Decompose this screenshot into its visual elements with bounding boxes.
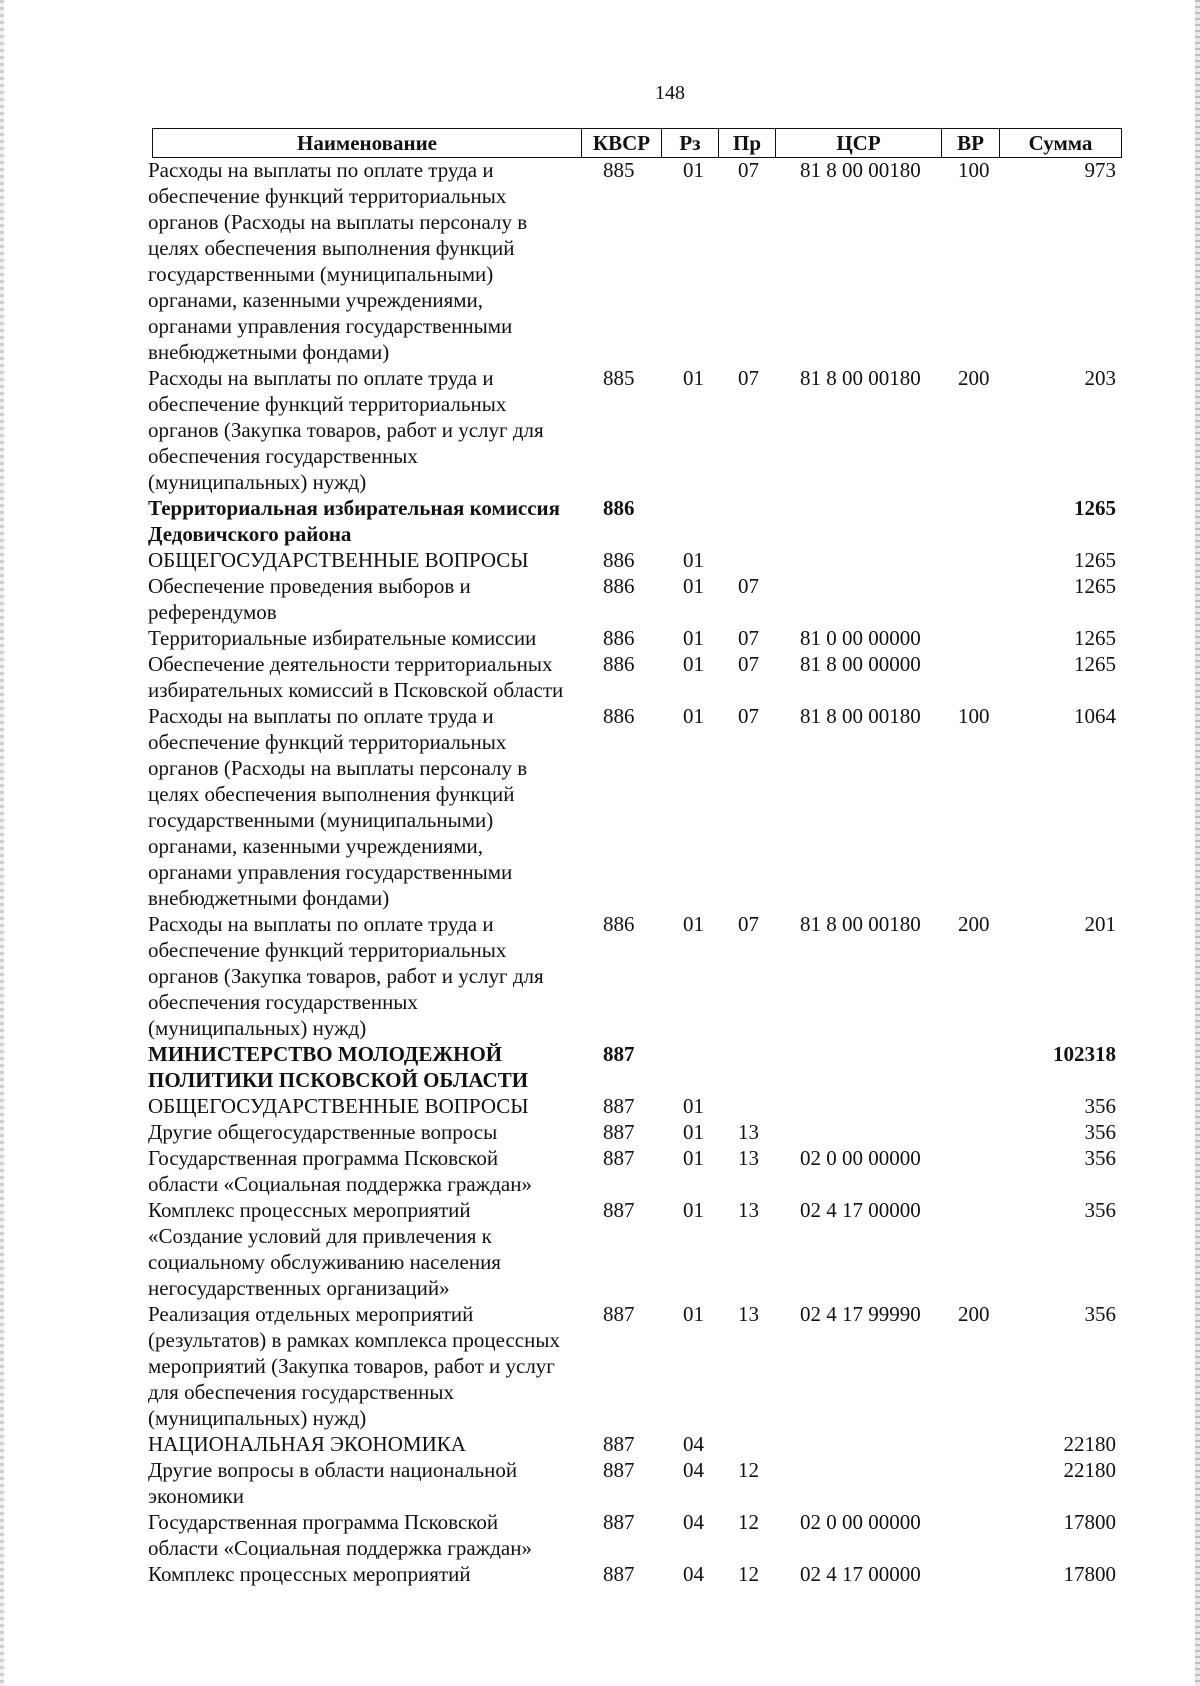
row-pr: 07 (738, 652, 759, 676)
row-kvsr: 886 (603, 548, 635, 572)
row-kvsr: 887 (603, 1432, 635, 1456)
row-kvsr: 887 (603, 1198, 635, 1222)
row-sum: 22180 (1063, 1458, 1116, 1482)
row-name: МИНИСТЕРСТВО МОЛОДЕЖНОЙ ПОЛИТИКИ ПСКОВСКОЙ ОБЛАСТИ (148, 1042, 529, 1092)
table-row (0, 625, 1200, 651)
row-rz: 01 (683, 912, 704, 936)
row-pr: 13 (738, 1302, 759, 1326)
row-kvsr: 887 (603, 1458, 635, 1482)
header-kvsr: КВСР (581, 129, 661, 157)
row-sum: 356 (1084, 1094, 1116, 1118)
row-kvsr: 885 (603, 366, 635, 390)
row-name: Реализация отдельных мероприятий (результатов) в рамках комплекса процессных мероприятий (Закупка товаров, работ и услуг для обеспечения государственных (муниципальных) нужд) (148, 1302, 560, 1430)
row-kvsr: 886 (603, 704, 635, 728)
table-row (0, 1145, 1200, 1197)
table-body (0, 157, 1200, 1587)
row-rz: 04 (683, 1562, 704, 1586)
row-kvsr: 887 (603, 1562, 635, 1586)
row-sum: 203 (1084, 366, 1116, 390)
header-rz: Рз (661, 129, 718, 157)
row-kvsr: 885 (603, 158, 635, 182)
row-csr: 81 8 00 00180 (800, 912, 921, 936)
row-vr: 200 (958, 366, 990, 390)
table-row (0, 495, 1200, 547)
row-name: Обеспечение деятельности территориальных избирательных комиссий в Псковской области (148, 652, 564, 702)
row-csr: 81 8 00 00000 (800, 652, 921, 676)
row-csr: 02 0 00 00000 (800, 1146, 921, 1170)
row-name: Расходы на выплаты по оплате труда и обеспечение функций территориальных органов (Закупка товаров, работ и услуг для обеспечения государственных (муниципальных) нужд) (148, 912, 544, 1040)
table-row (0, 365, 1200, 495)
row-pr: 12 (738, 1458, 759, 1482)
row-sum: 1265 (1074, 548, 1116, 572)
row-rz: 01 (683, 574, 704, 598)
row-kvsr: 887 (603, 1302, 635, 1326)
row-vr: 200 (958, 1302, 990, 1326)
row-name: Комплекс процессных мероприятий (148, 1562, 471, 1586)
row-rz: 01 (683, 1198, 704, 1222)
row-rz: 04 (683, 1510, 704, 1534)
row-name: НАЦИОНАЛЬНАЯ ЭКОНОМИКА (148, 1432, 466, 1456)
header-vr: ВР (941, 129, 999, 157)
row-rz: 01 (683, 366, 704, 390)
row-csr: 81 0 00 00000 (800, 626, 921, 650)
table-row (0, 1509, 1200, 1561)
row-sum: 356 (1084, 1146, 1116, 1170)
row-kvsr: 886 (603, 912, 635, 936)
row-kvsr: 886 (603, 626, 635, 650)
row-rz: 01 (683, 1120, 704, 1144)
row-name: Государственная программа Псковской области «Социальная поддержка граждан» (148, 1146, 532, 1196)
row-vr: 100 (958, 704, 990, 728)
row-pr: 07 (738, 626, 759, 650)
table-row (0, 651, 1200, 703)
row-kvsr: 886 (603, 652, 635, 676)
row-pr: 07 (738, 158, 759, 182)
row-csr: 02 4 17 00000 (800, 1198, 921, 1222)
row-rz: 01 (683, 1146, 704, 1170)
row-sum: 22180 (1063, 1432, 1116, 1456)
row-sum: 17800 (1063, 1510, 1116, 1534)
row-kvsr: 886 (603, 574, 635, 598)
row-pr: 13 (738, 1198, 759, 1222)
row-sum: 201 (1084, 912, 1116, 936)
table-row (0, 703, 1200, 911)
row-sum: 973 (1084, 158, 1116, 182)
row-pr: 12 (738, 1562, 759, 1586)
table-row (0, 1197, 1200, 1301)
table-row (0, 1119, 1200, 1145)
row-sum: 356 (1084, 1120, 1116, 1144)
row-pr: 07 (738, 574, 759, 598)
table-header (152, 128, 1122, 158)
row-sum: 102318 (1053, 1042, 1116, 1066)
row-pr: 13 (738, 1120, 759, 1144)
row-pr: 07 (738, 366, 759, 390)
header-name: Наименование (297, 130, 437, 155)
row-sum: 1265 (1074, 652, 1116, 676)
row-sum: 1265 (1074, 496, 1116, 520)
row-name: Расходы на выплаты по оплате труда и обеспечение функций территориальных органов (Расходы на выплаты персоналу в целях обеспечения выполнения функций государственными (муниципальными) органами, казенными учреждениями, органами управления государственными внебюджетными фондами) (148, 704, 528, 910)
row-name: Государственная программа Псковской области «Социальная поддержка граждан» (148, 1510, 532, 1560)
table-row (0, 573, 1200, 625)
row-sum: 17800 (1063, 1562, 1116, 1586)
row-csr: 81 8 00 00180 (800, 158, 921, 182)
table-row (0, 547, 1200, 573)
table-row (0, 1093, 1200, 1119)
row-rz: 01 (683, 626, 704, 650)
table-row (0, 1561, 1200, 1587)
row-rz: 04 (683, 1458, 704, 1482)
row-csr: 02 4 17 00000 (800, 1562, 921, 1586)
row-rz: 01 (683, 652, 704, 676)
header-sum: Сумма (999, 129, 1121, 157)
row-name: Расходы на выплаты по оплате труда и обеспечение функций территориальных органов (Расходы на выплаты персоналу в целях обеспечения выполнения функций государственными (муниципальными) органами, казенными учреждениями, органами управления государственными внебюджетными фондами) (148, 158, 528, 364)
table-row (0, 1041, 1200, 1093)
row-rz: 01 (683, 704, 704, 728)
row-rz: 01 (683, 548, 704, 572)
table-row (0, 1457, 1200, 1509)
row-rz: 04 (683, 1432, 704, 1456)
row-kvsr: 887 (603, 1094, 635, 1118)
row-kvsr: 887 (603, 1510, 635, 1534)
page-number: 148 (655, 82, 685, 104)
row-kvsr: 887 (603, 1120, 635, 1144)
row-name: Комплекс процессных мероприятий «Создание условий для привлечения к социальному обслуживанию населения негосударственных организаций» (148, 1198, 501, 1300)
row-rz: 01 (683, 158, 704, 182)
row-name: Обеспечение проведения выборов и референдумов (148, 574, 471, 624)
row-name: Другие общегосударственные вопросы (148, 1120, 498, 1144)
row-pr: 12 (738, 1510, 759, 1534)
row-name: ОБЩЕГОСУДАРСТВЕННЫЕ ВОПРОСЫ (148, 1094, 529, 1118)
row-pr: 07 (738, 704, 759, 728)
table-row (0, 1431, 1200, 1457)
row-sum: 1064 (1074, 704, 1116, 728)
row-sum: 1265 (1074, 574, 1116, 598)
row-sum: 1265 (1074, 626, 1116, 650)
table-row (0, 911, 1200, 1041)
header-pr: Пр (718, 129, 775, 157)
row-rz: 01 (683, 1302, 704, 1326)
row-vr: 100 (958, 158, 990, 182)
row-kvsr: 887 (603, 1042, 635, 1066)
row-kvsr: 887 (603, 1146, 635, 1170)
row-sum: 356 (1084, 1198, 1116, 1222)
row-name: Территориальная избирательная комиссия Дедовичского района (148, 496, 561, 546)
row-pr: 13 (738, 1146, 759, 1170)
row-kvsr: 886 (603, 496, 635, 520)
row-csr: 02 0 00 00000 (800, 1510, 921, 1534)
row-vr: 200 (958, 912, 990, 936)
row-name: ОБЩЕГОСУДАРСТВЕННЫЕ ВОПРОСЫ (148, 548, 529, 572)
row-pr: 07 (738, 912, 759, 936)
row-rz: 01 (683, 1094, 704, 1118)
row-name: Расходы на выплаты по оплате труда и обеспечение функций территориальных органов (Закупка товаров, работ и услуг для обеспечения государственных (муниципальных) нужд) (148, 366, 544, 494)
row-csr: 02 4 17 99990 (800, 1302, 921, 1326)
row-name: Территориальные избирательные комиссии (148, 626, 537, 650)
header-csr: ЦСР (775, 129, 941, 157)
row-csr: 81 8 00 00180 (800, 704, 921, 728)
table-row (0, 157, 1200, 365)
row-name: Другие вопросы в области национальной экономики (148, 1458, 518, 1508)
row-csr: 81 8 00 00180 (800, 366, 921, 390)
table-row (0, 1301, 1200, 1431)
row-sum: 356 (1084, 1302, 1116, 1326)
